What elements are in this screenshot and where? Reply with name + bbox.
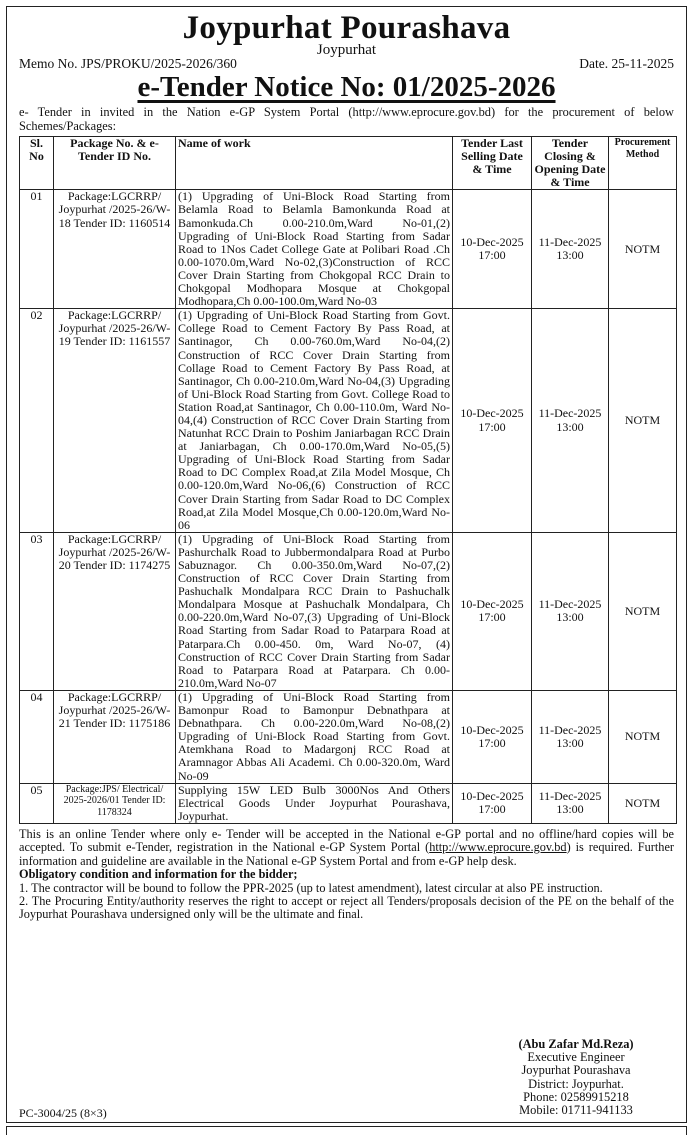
row-method: NOTM bbox=[609, 309, 677, 533]
row-method: NOTM bbox=[609, 783, 677, 823]
row-closing: 11-Dec-2025 13:00 bbox=[532, 309, 609, 533]
row-work: (1) Upgrading of Uni-Block Road Starting from Belamla Road to Belamla Bamonkunda Road at Bamonkuda.Ch 0.00-210.0m,Ward No-01,(2) Upgrading of Uni-Block Road Starting from Sadar Road to 1Nos Cadet College Gate at Polibari Road .Ch 0.00-1070.0m,Ward No-02,(3)Construction of RCC Cover Drain Starting from Chokgopal RCC Drain to Chokgopal Modhopara Mosque at Chokgopal Modhopara,Ch 0.00-100.0m,Ward No-03 bbox=[176, 190, 453, 309]
table-row bbox=[20, 190, 677, 309]
row-sl: 03 bbox=[20, 532, 54, 690]
condition-item: 2. The Procuring Entity/authority reserves the right to accept or reject all Tenders/proposals decision of the PE on the behalf of the Joypurhat Pourashava undersigned only will be the ultimate and final. bbox=[19, 893, 674, 922]
row-work: Supplying 15W LED Bulb 3000Nos And Others Electrical Goods Under Joypurhat Pourashava, Joypurhat. bbox=[176, 783, 453, 823]
row-package: Package:LGCRRP/ Joypurhat /2025-26/W-19 Tender ID: 1161557 bbox=[54, 309, 176, 533]
row-package: Package:LGCRRP/ Joypurhat /2025-26/W-18 Tender ID: 1160514 bbox=[54, 190, 176, 309]
notes-text: ) is required. Further information and guideline are available in the National e-GP System Portal and from e-GP help desk. bbox=[19, 840, 675, 868]
row-method: NOTM bbox=[609, 690, 677, 783]
signatory-district: District: Joypurhat. bbox=[528, 1076, 624, 1091]
row-sl: 05 bbox=[20, 783, 54, 823]
intro-text: e- Tender in invited in the Nation e-GP System Portal (http://www.eprocure.gov.bd) for the procurement of below Schemes/Packages: bbox=[19, 105, 674, 133]
signatory-designation: Executive Engineer bbox=[527, 1050, 625, 1065]
obligatory-heading: Obligatory condition and information for the bidder; bbox=[19, 867, 298, 882]
tender-table bbox=[19, 136, 677, 824]
row-package: Package:LGCRRP/ Joypurhat /2025-26/W-20 Tender ID: 1174275 bbox=[54, 532, 176, 690]
header-work: Name of work bbox=[176, 137, 453, 190]
notice-title: e-Tender Notice No: 01/2025-2026 bbox=[137, 71, 556, 103]
row-method: NOTM bbox=[609, 532, 677, 690]
memo-row bbox=[19, 56, 674, 72]
row-package: Package:LGCRRP/ Joypurhat /2025-26/W-21 Tender ID: 1175186 bbox=[54, 690, 176, 783]
header-sl: Sl. No bbox=[20, 137, 54, 190]
table-row bbox=[20, 309, 677, 533]
header-closing: Tender Closing & Opening Date & Time bbox=[532, 137, 609, 190]
signatory-phone: Phone: 02589915218 bbox=[523, 1089, 629, 1104]
row-selling: 10-Dec-2025 17:00 bbox=[453, 309, 532, 533]
row-selling: 10-Dec-2025 17:00 bbox=[453, 783, 532, 823]
row-closing: 11-Dec-2025 13:00 bbox=[532, 190, 609, 309]
egp-portal-link[interactable]: http://www.eprocure.gov.bd bbox=[429, 840, 567, 855]
row-selling: 10-Dec-2025 17:00 bbox=[453, 532, 532, 690]
header-package: Package No. & e-Tender ID No. bbox=[54, 137, 176, 190]
organization-title: Joypurhat Pourashava bbox=[182, 10, 511, 46]
notice-page bbox=[6, 6, 687, 1123]
signature-block bbox=[506, 1038, 646, 1117]
row-closing: 11-Dec-2025 13:00 bbox=[532, 690, 609, 783]
table-header-row bbox=[20, 137, 677, 190]
row-sl: 02 bbox=[20, 309, 54, 533]
row-package: Package:JPS/ Electrical/ 2025-2026/01 Tender ID: 1178324 bbox=[54, 783, 176, 823]
table-row bbox=[20, 690, 677, 783]
header-selling: Tender Last Selling Date & Time bbox=[453, 137, 532, 190]
row-work: (1) Upgrading of Uni-Block Road Starting from Pashurchalk Road to Jubbermondalpara Road at Purbo Sabuznagor. Ch 0.00-350.0m,Ward No-07,(2) Construction of RCC Cover Drain Starting from Pashuchalk Mondalpara RCC Drain to Pashuchalk Mondalpara Mosque at Pashuchalk Mondalpara, Ch 0.00-220.0m,Ward No-07,(3) Upgrading of Uni-Block Road Starting from Sadar Road to Patarpara Road at Patarpara.Ch 0.00-450. 0m, Ward No-07, (4) Construction of RCC Cover Drain Starting from Sadar Road to Patarpara Road at Patarpara. Ch 0.00-210.0m,Ward No-07 bbox=[176, 532, 453, 690]
row-work: (1) Upgrading of Uni-Block Road Starting from Bamonpur Road to Bamonpur Debnathpara at Debnathpara. Ch 0.00-220.0m,Ward No-08,(2) Upgrading of Uni-Block Road Starting from Govt. Atemkhana Road to Madargonj RCC Road at Aramnagor Abbas Ali Academi. Ch 0.00-320.0m, Ward No-09 bbox=[176, 690, 453, 783]
signatory-office: Joypurhat Pourashava bbox=[521, 1063, 631, 1078]
notice-date: Date. 25-11-2025 bbox=[579, 56, 674, 71]
row-selling: 10-Dec-2025 17:00 bbox=[453, 190, 532, 309]
row-sl: 01 bbox=[20, 190, 54, 309]
row-selling: 10-Dec-2025 17:00 bbox=[453, 690, 532, 783]
signatory-name: (Abu Zafar Md.Reza) bbox=[518, 1037, 634, 1051]
table-row bbox=[20, 783, 677, 823]
notes-section bbox=[19, 828, 674, 922]
row-sl: 04 bbox=[20, 690, 54, 783]
notice-heading bbox=[19, 72, 674, 102]
notes-text: This is an online Tender where only e- Tender will be accepted in the National e-GP portal and no offline/hard copies will be accepted. To submit e-Tender, registration in the National e-GP System Portal ( bbox=[19, 826, 674, 855]
row-closing: 11-Dec-2025 13:00 bbox=[532, 532, 609, 690]
row-work: (1) Upgrading of Uni-Block Road Starting from Govt. College Road to Cement Factory By Pass Road, at Santinagor, Ch 0.00-760.0m,Ward No-04,(2) Construction of RCC Cover Drain Starting from Collage Road to Cement Factory By Pass Road, at Santinagor, Ch 0.00-210.0m,Ward No-04,(3) Upgrading of Uni-Block Road Starting from Govt. College Road to Station Road,at Santinagor, Ch 0.00-110.0m, Ward No-04,(4) Construction of RCC Cover Drain Starting from Natunhat RCC Drain to Poshim Janiarbagan RCC Drain at Janiarbagan, Ch 0.00-170.0m,Ward No-05,(5) Upgrading of Uni-Block Road Starting from Sadar Road to DC Complex Road,at Zila Model Mosque, Ch 0.00-120.0m,Ward No-06,(6) Construction of RCC Cover Drain Starting from Sadar Road to DC Complex Road,at Zila Model Mosque,Ch 0.00-120.0m,Ward No-06 bbox=[176, 309, 453, 533]
header-method: Procurement Method bbox=[609, 137, 677, 190]
condition-item: 1. The contractor will be bound to follow the PPR-2025 (up to latest amendment), latest circular at also PE instruction. bbox=[19, 880, 603, 895]
memo-number: Memo No. JPS/PROKU/2025-2026/360 bbox=[19, 56, 237, 71]
online-tender-paragraph bbox=[19, 828, 674, 868]
row-method: NOTM bbox=[609, 190, 677, 309]
row-closing: 11-Dec-2025 13:00 bbox=[532, 783, 609, 823]
pc-code: PC-3004/25 (8×3) bbox=[19, 1106, 107, 1120]
signatory-mobile: Mobile: 01711-941133 bbox=[519, 1103, 633, 1118]
table-row bbox=[20, 532, 677, 690]
next-notice-border bbox=[6, 1126, 687, 1135]
organization-location: Joypurhat bbox=[316, 42, 377, 58]
